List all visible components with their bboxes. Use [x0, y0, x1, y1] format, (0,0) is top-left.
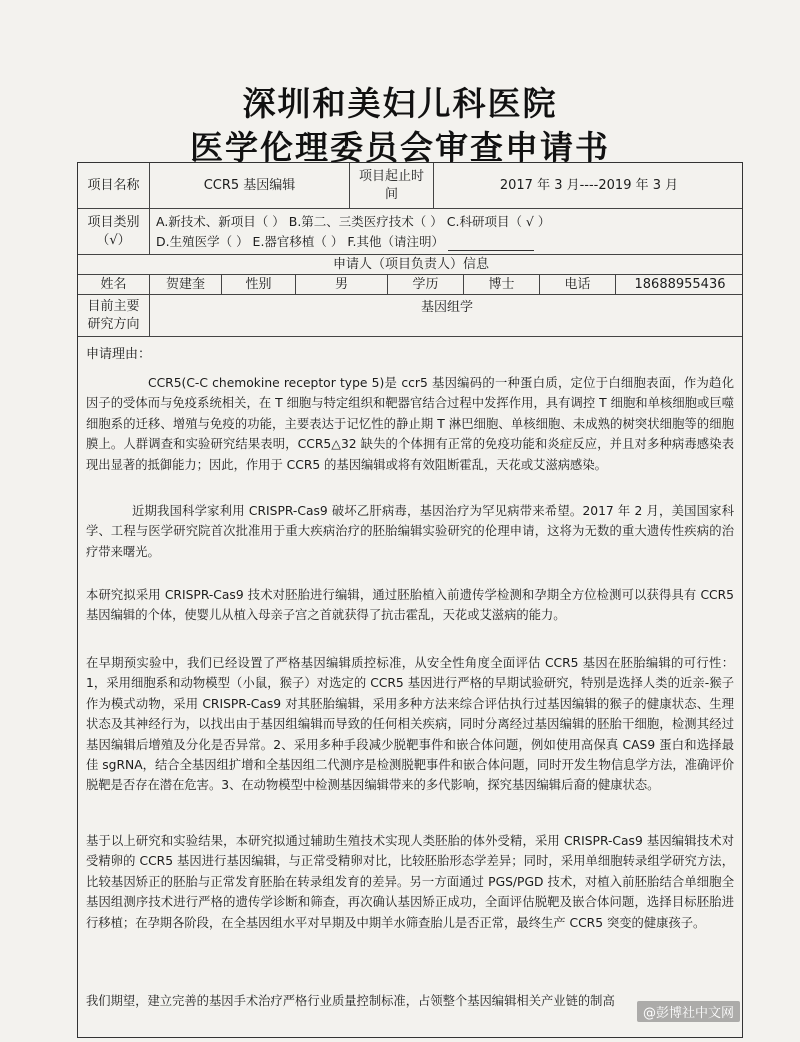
category-options-line-a: A.新技术、新项目（ ） B.第二、三类医疗技术（ ） C.科研项目（ √ ） [156, 214, 551, 229]
research-label-line2: 研究方向 [87, 316, 140, 332]
research-direction-value: 基因组学 [420, 300, 473, 315]
category-label [78, 209, 150, 254]
project-row [78, 163, 742, 209]
applicant-phone-value: 18688955436 [634, 276, 726, 292]
applicant-edu-value: 博士 [464, 275, 540, 294]
applicant-gender-value: 男 [296, 275, 388, 294]
applicant-name-value: 贺建奎 [150, 275, 222, 294]
applicant-section-title: 申请人（项目负责人）信息 [332, 256, 489, 272]
research-direction-label [78, 295, 150, 336]
reason-paragraph-2: 近期我国科学家利用 CRISPR-Cas9 破坏乙肝病毒，基因治疗为罕见病带来希望。2017 年 2 月，美国国家科学、工程与医学研究院首次批准用于重大疾病治疗的胚胎编辑实验研究的伦理申请，这将为无数的重大遗传性疾病的治疗带来曙光。 [86, 504, 734, 559]
reason-paragraph-1: CCR5(C-C chemokine receptor type 5)是 ccr5 基因编码的一种蛋白质，定位于白细胞表面，作为趋化因子的受体而与免疫系统相关，在 T 细胞与特定组织和靶器官结合过程中发挥作用，具有调控 T 细胞和单核细胞或巨噬细胞系的迁移、增殖与免疫的功能，主要表达于记忆性的静止期 T 淋巴细胞、单核细胞、未成熟的树突状细胞等的细胞膜上。人群调查和实验研究结果表明，CCR5△32 缺失的个体拥有正常的免疫功能和炎症反应，并且对多种病毒感染表现出显著的抵御能力；因此，作用于 CCR5 的基因编辑或将有效阻断霍乱，天花或艾滋病感染。 [86, 376, 734, 472]
reason-paragraph-5: 基于以上研究和实验结果，本研究拟通过辅助生殖技术实现人类胚胎的体外受精，采用 CRISPR-Cas9 基因编辑技术对受精卵的 CCR5 基因进行基因编辑，与正常受精卵对比，比较胚胎形态学差异；同时，采用单细胞转录组学研究方法，比较基因矫正的胚胎与正常发育胚胎在转录组发育的差异。另一方面通过 PGS/PGD 技术，对植入前胚胎结合单细胞全基因组测序技术进行严格的遗传学诊断和筛查，再次确认基因矫正成功，全面评估脱靶及嵌合体问题，选择目标胚胎进行移植；在孕期各阶段，在全基因组水平对早期及中期羊水筛查胎儿是否正常，最终生产 CCR5 突变的健康孩子。 [86, 834, 734, 930]
category-label-mark: （√） [96, 232, 131, 248]
project-name-value: CCR5 基因编辑 [150, 163, 350, 208]
source-watermark: @彭博社中文网 [637, 1001, 740, 1022]
category-options-line-b-text: D.生殖医学（ ） E.器官移植（ ） F.其他（请注明） [156, 234, 445, 249]
specify-blank-line [448, 240, 534, 251]
reason-section [78, 337, 742, 1037]
research-direction-row [78, 295, 742, 337]
research-label-line1: 目前主要 [87, 298, 140, 314]
form-title: 医学伦理委员会审查申请书 [190, 128, 610, 167]
reason-label: 申请理由： [86, 347, 152, 362]
category-row [78, 209, 742, 255]
applicant-section-row [78, 255, 742, 275]
project-name-label: 项目名称 [78, 163, 150, 208]
reason-paragraph-4: 在早期预实验中，我们已经设置了严格基因编辑质控标准，从安全性角度全面评估 CCR5 基因在胚胎编辑的可行性：1，采用细胞系和动物模型（小鼠，猴子）对选定的 CCR5 基因进行严格的早期试验研究，特别是选择人类的近亲-猴子作为模式动物，采用 CRISPR-Cas9 对其胚胎编辑，采用多种方法来综合评估执行过基因编辑的猴子的健康状态、生理状态及其神经行为，以找出由于基因组编辑而导致的任何相关疾病，同时分离经过基因编辑的胚胎干细胞，检测其经过基因编辑后增殖及分化是否异常。2、采用多种手段减少脱靶事件和嵌合体问题，例如使用高保真 CAS9 蛋白和选择最佳 sgRNA，结合全基因组扩增和全基因组二代测序是检测脱靶事件和嵌合体问题，同时开发生物信息学方法，准确评价脱靶是否存在潜在危害。3、在动物模型中检测基因编辑带来的多代影响，探究基因编辑后裔的健康状态。 [86, 656, 734, 793]
applicant-edu-label: 学历 [388, 275, 464, 294]
category-label-text: 项目类别 [87, 214, 140, 230]
category-options-line-b [156, 233, 534, 251]
applicant-name-label: 姓名 [78, 275, 150, 294]
category-options [150, 209, 744, 254]
application-form [77, 162, 743, 1038]
project-period-value: 2017 年 3 月----2019 年 3 月 [499, 177, 679, 193]
applicant-gender-label: 性别 [222, 275, 296, 294]
project-period-label: 项目起止时间 [350, 163, 434, 208]
reason-paragraph-3: 本研究拟采用 CRISPR-Cas9 技术对胚胎进行编辑，通过胚胎植入前遗传学检测和孕期全方位检测可以获得具有 CCR5 基因编辑的个体，使婴儿从植入母亲子宫之首就获得了抗击霍乱，天花或艾滋病的能力。 [86, 588, 734, 623]
applicant-phone-label: 电话 [540, 275, 616, 294]
reason-paragraph-6: 我们期望，建立完善的基因手术治疗严格行业质量控制标准，占领整个基因编辑相关产业链的制高 [86, 994, 615, 1008]
hospital-title: 深圳和美妇儿科医院 [242, 84, 558, 123]
applicant-info-row [78, 275, 742, 295]
